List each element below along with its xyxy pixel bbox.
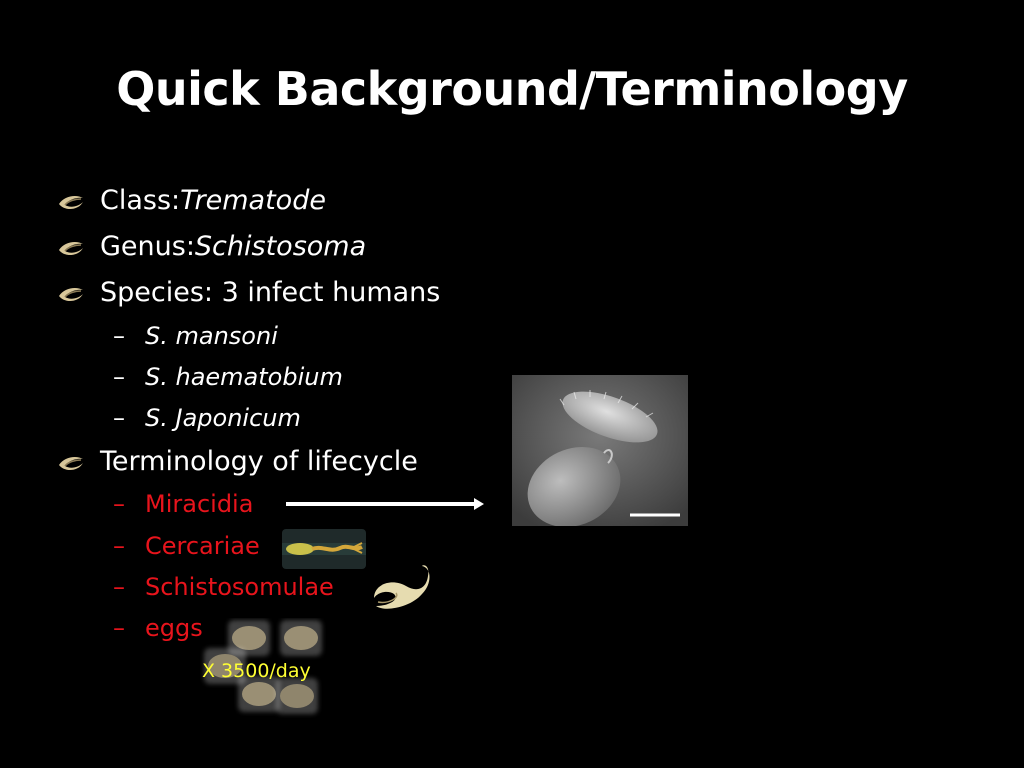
arrow-icon [284,495,486,513]
dash-marker: – [113,532,125,560]
term-label: Miracidia [145,490,254,518]
species-item [113,322,278,350]
dash-marker: – [113,490,125,518]
species-name: S. haematobium [145,363,343,391]
species-name: S. Japonicum [145,404,301,432]
lifecycle-term [113,573,334,601]
dash-marker: – [113,614,125,642]
worm-swirl-icon [56,190,86,212]
species-item [113,363,343,391]
worm-swirl-icon [56,282,86,304]
egg-rate-label: X 3500/day [202,660,311,682]
bullet-value: Trematode [180,185,326,216]
micrograph-image [512,375,688,526]
bullet-species [56,277,440,309]
schistosomula-icon [370,562,436,614]
lifecycle-term [113,614,203,642]
miracidia-micrograph [512,375,688,526]
slide-title: Quick Background/Terminology [116,62,908,116]
species-item [113,404,301,432]
bullet-label: Terminology of lifecycle [100,446,418,477]
species-name: S. mansoni [145,322,278,350]
lifecycle-term [113,532,260,560]
worm-swirl-icon [56,236,86,258]
term-label: Schistosomulae [145,573,334,601]
dash-marker: – [113,573,125,601]
bullet-value: Schistosoma [194,231,367,262]
cercaria-image [282,529,366,569]
worm-swirl-icon [56,451,86,473]
term-label: Cercariae [145,532,260,560]
bullet-label: Class: [100,185,181,216]
bullet-class [56,185,326,217]
term-label: eggs [145,614,203,642]
bullet-label: Species: 3 infect humans [100,277,441,308]
dash-marker: – [113,363,125,391]
bullet-genus [56,231,366,263]
cercaria-picture [282,529,366,569]
lifecycle-term [113,490,253,518]
bullet-lifecycle [56,446,418,478]
dash-marker: – [113,322,125,350]
bullet-label: Genus: [100,231,195,262]
dash-marker: – [113,404,125,432]
